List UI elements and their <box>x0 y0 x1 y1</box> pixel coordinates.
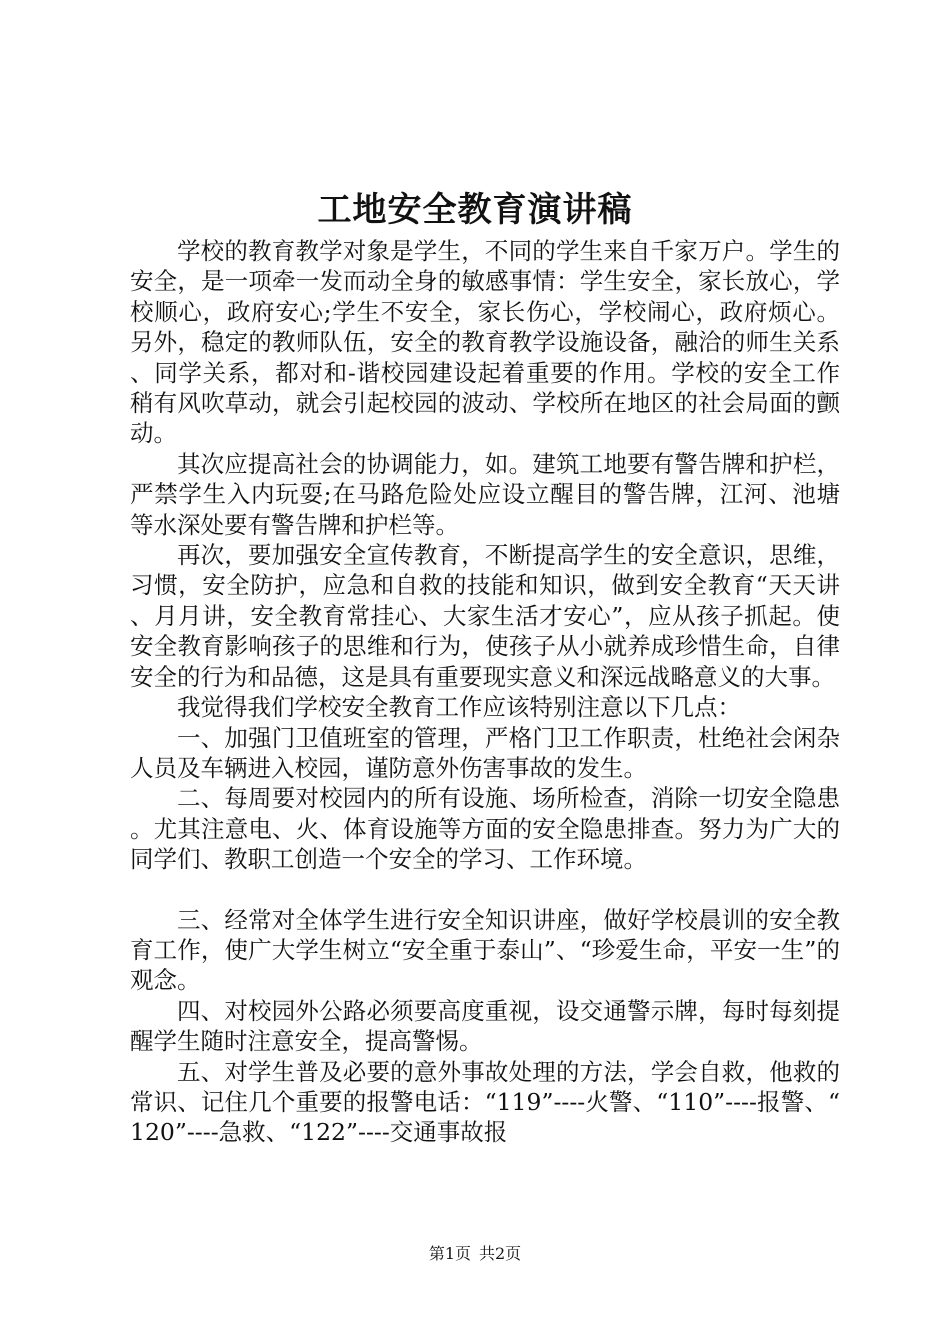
page-footer <box>0 1242 950 1266</box>
paragraph-points-intro: 我觉得我们学校安全教育工作应该特别注意以下几点： <box>177 693 741 722</box>
paragraph-point-1: 一、加强门卫值班室的管理，严格门卫工作职责，杜绝社会闲杂人员及车辆进入校园，谨防意外伤害事故的发生。 <box>130 723 840 782</box>
page-total: 共2页 <box>479 1244 522 1263</box>
page-number: 第1页 <box>428 1244 471 1263</box>
document-title: 工地安全教育演讲稿 <box>317 190 633 230</box>
paragraph-point-2: 二、每周要对校园内的所有设施、场所检查，消除一切安全隐患。尤其注意电、火、体育设施等方面的安全隐患排查。努力为广大的同学们、教职工创造一个安全的学习、工作环境。 <box>130 784 840 874</box>
paragraph-intro: 学校的教育教学对象是学生，不同的学生来自千家万户。学生的安全，是一项牵一发而动全身的敏感事情：学生安全，家长放心，学校顺心，政府安心;学生不安全，家长伤心，学校闹心，政府烦心。另外，稳定的教师队伍，安全的教育教学设施设备，融洽的师生关系、同学关系，都对和-谐校园建设起着重要的作用。学校的安全工作稍有风吹草动，就会引起校园的波动、学校所在地区的社会局面的颤动。 <box>130 237 840 448</box>
paragraph-point-5: 五、对学生普及必要的意外事故处理的方法，学会自救，他救的常识、记住几个重要的报警电话：“119”----火警、“110”----报警、“120”----急救、“122”----交通事故报 <box>130 1057 840 1147</box>
document-body <box>130 236 840 1148</box>
paragraph-publicity: 再次，要加强安全宣传教育，不断提高学生的安全意识，思维，习惯，安全防护，应急和自救的技能和知识，做到安全教育“天天讲、月月讲，安全教育常挂心、大家生活才安心”，应从孩子抓起。使安全教育影响孩子的思维和行为，使孩子从小就养成珍惜生命，自律安全的行为和品德，这是具有重要现实意义和深远战略意义的大事。 <box>130 541 840 691</box>
paragraph-point-3: 三、经常对全体学生进行安全知识讲座，做好学校晨训的安全教育工作，使广大学生树立“安全重于泰山”、“珍爱生命，平安一生”的观念。 <box>130 905 840 995</box>
paragraph-coordination: 其次应提高社会的协调能力，如。建筑工地要有警告牌和护栏，严禁学生入内玩耍;在马路危险处应设立醒目的警告牌，江河、池塘等水深处要有警告牌和护栏等。 <box>130 449 840 539</box>
paragraph-point-4: 四、对校园外公路必须要高度重视，设交通警示牌，每时每刻提醒学生随时注意安全，提高警惕。 <box>130 996 840 1056</box>
